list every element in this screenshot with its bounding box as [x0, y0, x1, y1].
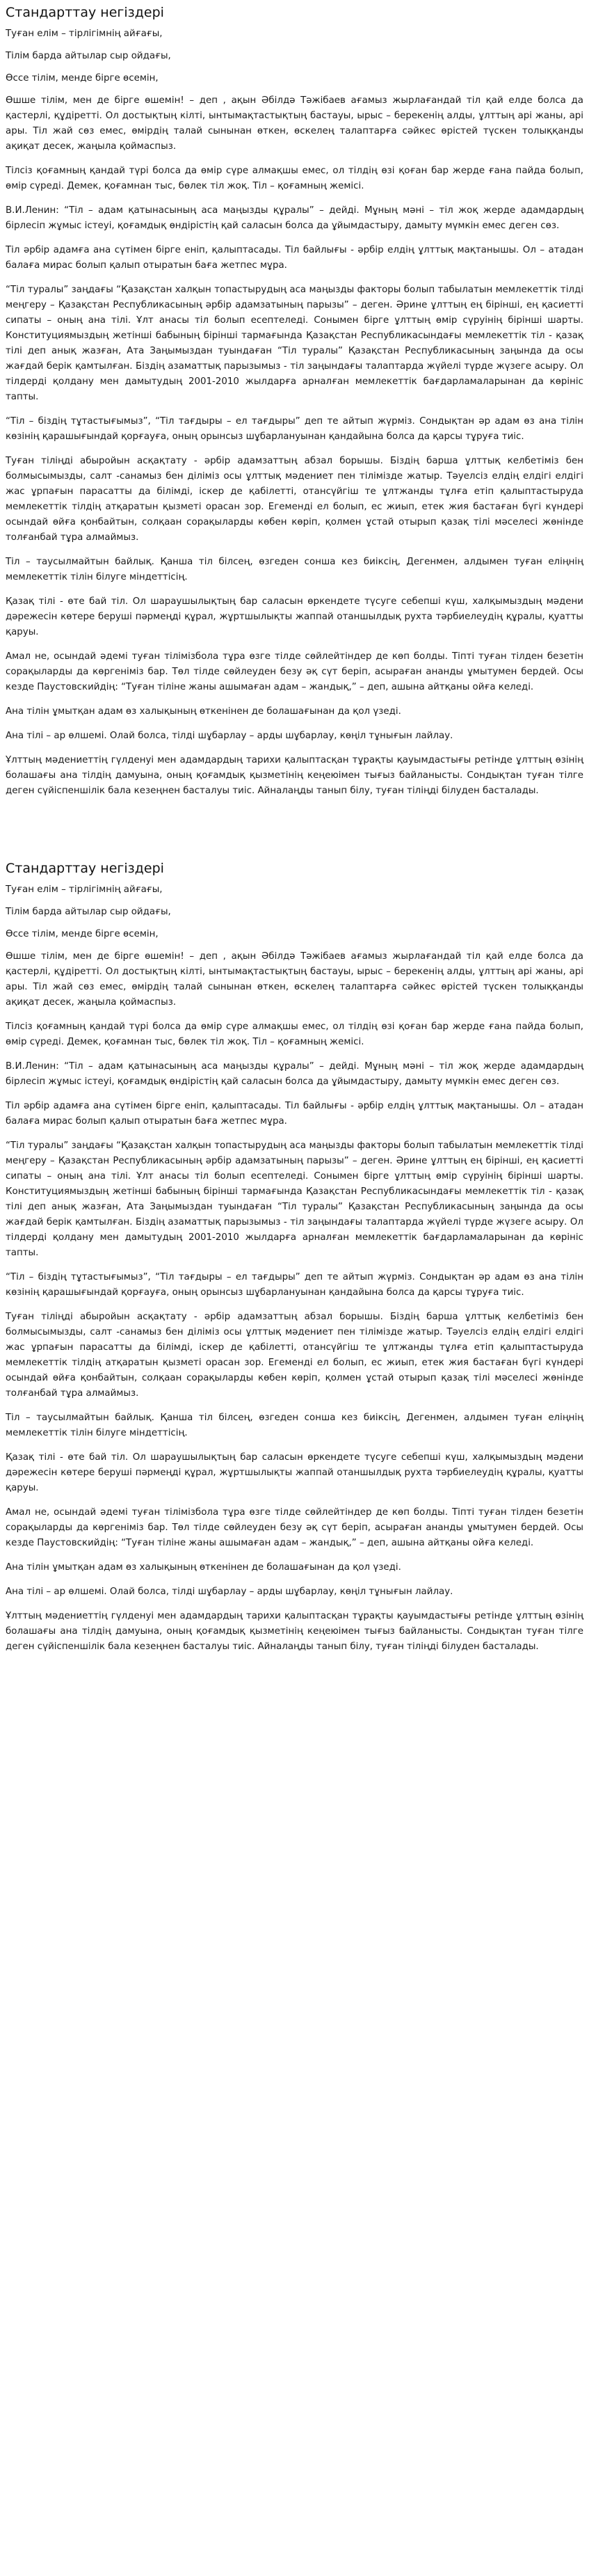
- article-block-1: [6, 4, 583, 799]
- paragraph: Ана тілін ұмытқан адам өз халықының өткенінен де болашағынан да қол үзеді.: [6, 706, 401, 717]
- paragraph: Ұлттың мәдениеттің гүлденуі мен адамдардың тарихи қалыптасқан тұрақты қауымдастығы ретінде ұлттың өзінің болашағы ана тілдің дамуына, оның қоғамдық қызметінің кеңеюімен тығыз байланысты. Сондықтан туған тілге деген сүйіспеншілік бала кезеңнен басталуы тиіс. Айналаңды танып білу, туған тіліңді білуден басталады.: [6, 1611, 583, 1652]
- verse-line: Тілім барда айтылар сыр ойдағы,: [6, 51, 171, 61]
- paragraph: Тіл – таусылмайтын байлық. Қанша тіл білсең, өзгеден сонша кез биіксің, Дегенмен, алдымен туған еліңнің мемлекеттік тілін білуге міндеттісің.: [6, 557, 583, 582]
- paragraph: Өшше тілім, мен де бірге өшемін! – деп , ақын Әбілдә Тәжібаев ағамыз жырлағандай тіл қай елде болса да қастерлі, құдіретті. Ол достықтың кілті, ынтымақтастықтың бастауы, ырыс – берекенің алды, ұлттың арі жаны, арі ары. Тіл жай сөз емес, өмірдің талай сынынан өткен, өскелең талаптарға сәйкес өрістей түскен толыққанды ақиқат десек, жаңыла қоймаспыз.: [6, 95, 583, 152]
- verse-line: Тілім барда айтылар сыр ойдағы,: [6, 907, 171, 917]
- paragraph: Тілсіз қоғамның қандай түрі болса да өмір сүре алмақшы емес, ол тілдің өзі қоған бар жерде ғана пайда болып, өмір сүреді. Демек, қоғамнан тыс, бөлек тіл жоқ. Тіл – қоғамның жемісі.: [6, 1021, 583, 1047]
- paragraph: Қазақ тілі - өте бай тіл. Ол шараушылықтың бар саласын өркендете түсуге себепші күш, халқымыздың мәдени дәрежесін көтере беруші пәрмеңді құрал, жұртшылықты жаппай отаншылдық рухта тәрбиелеудің құралы, қуатты қаруы.: [6, 596, 583, 637]
- paragraph: “Тіл – біздің тұтастығымыз”, “Тіл тағдыры – ел тағдыры” деп те айтып жүрміз. Сондықтан әр адам өз ана тілін көзінің қарашығындай қорғауға, оның орынсыз шұбарлануынан қандайына болса да қарсы тұруға тиіс.: [6, 1272, 583, 1298]
- paragraph: Туған тіліңді абыройын асқақтату - әрбір адамзаттың абзал борышы. Біздің барша ұлттық келбетіміз бен болмысымызды, салт -санамыз бен діліміз осы ұлттық мәдениет пен тілімізде жатыр. Тәуелсіз елдің елдігі елдігі жас ұрпағын парасатты да білімді, іскер де қабілетті, отансүйгіш те ұлтжанды тұлға етіп қалыптастыруда мемлекеттік тілдің атқаратын қызметі орасан зор. Егеменді ел болып, ес жиып, етек жия бастаған бүгі күндері осындай өйға қонбайтын, солқаан сорақыларды көбен көріп, қолмен ұстай отырып қазақ тілі мәселесі жөнінде толғанбай тұра алмаймыз.: [6, 456, 583, 543]
- paragraph: Ана тілі – ар өлшемі. Олай болса, тілді шұбарлау – арды шұбарлау, көңіл тұнығын лайлау.: [6, 731, 453, 741]
- verse-line: Өссе тілім, менде бірге өсемін,: [6, 929, 159, 939]
- paragraph: Амал не, осындай әдемі туған тілімізбола тұра өзге тілде сөйлейтіндер де көп болды. Тіпті туған тілден безетін сорақыларды да көргеніміз бар. Төл тілде сөйлеуден безу әқ сүт беріп, асыраған ананды ұмытумен бердей. Осы кезде Паустовскийдің: “Туған тіліне жаны ашымаған адам – жандық,” – деп, ашына айтқаны ойға келеді.: [6, 1507, 583, 1548]
- article-title: Стандарттау негіздері: [6, 861, 164, 876]
- paragraph: Тілсіз қоғамның қандай түрі болса да өмір сүре алмақшы емес, ол тілдің өзі қоған бар жерде ғана пайда болып, өмір сүреді. Демек, қоғамнан тыс, бөлек тіл жоқ. Тіл – қоғамның жемісі.: [6, 166, 583, 191]
- verse-line: Туған елім – тірлігімнің айғағы,: [6, 29, 163, 39]
- paragraph: “Тіл – біздің тұтастығымыз”, “Тіл тағдыры – ел тағдыры” деп те айтып жүрміз. Сондықтан әр адам өз ана тілін көзінің қарашығындай қорғауға, оның орынсыз шұбарлануынан қандайына болса да қарсы тұруға тиіс.: [6, 416, 583, 442]
- paragraph: Ана тілін ұмытқан адам өз халықының өткенінен де болашағынан да қол үзеді.: [6, 1562, 401, 1573]
- article-block-2: [6, 860, 583, 1655]
- paragraph: Өшше тілім, мен де бірге өшемін! – деп , ақын Әбілдә Тәжібаев ағамыз жырлағандай тіл қай елде болса да қастерлі, құдіретті. Ол достықтың кілті, ынтымақтастықтың бастауы, ырыс – берекенің алды, ұлттың арі жаны, арі ары. Тіл жай сөз емес, өмірдің талай сынынан өткен, өскелең талаптарға сәйкес өрістей түскен толыққанды ақиқат десек, жаңыла қоймаспыз.: [6, 951, 583, 1008]
- paragraph: В.И.Ленин: “Тіл – адам қатынасының аса маңызды құралы” – дейді. Мұның мәні – тіл жоқ жерде адамдардың бірлесіп жұмыс істеуі, қоғамдық өндірістің қай саласын болса да ұйымдастыру, дамыту мүмкін емес деген сөз.: [6, 205, 583, 231]
- paragraph: Тіл әрбір адамға ана сүтімен бірге еніп, қалыптасады. Тіл байлығы - әрбір елдің ұлттық мақтанышы. Ол – атадан балаға мирас болып қалып отыратын баға жетпес мұра.: [6, 245, 583, 271]
- paragraph: Қазақ тілі - өте бай тіл. Ол шараушылықтың бар саласын өркендете түсуге себепші күш, халқымыздың мәдени дәрежесін көтере беруші пәрмеңді құрал, жұртшылықты жаппай отаншылдық рухта тәрбиелеудің құралы, қуатты қаруы.: [6, 1452, 583, 1493]
- article-title: Стандарттау негіздері: [6, 5, 164, 20]
- verse-line: Туған елім – тірлігімнің айғағы,: [6, 884, 163, 895]
- paragraph: Ұлттың мәдениеттің гүлденуі мен адамдардың тарихи қалыптасқан тұрақты қауымдастығы ретінде ұлттың өзінің болашағы ана тілдің дамуына, оның қоғамдық қызметінің кеңеюімен тығыз байланысты. Сондықтан туған тілге деген сүйіспеншілік бала кезеңнен басталуы тиіс. Айналаңды танып білу, туған тіліңді білуден басталады.: [6, 755, 583, 796]
- paragraph: “Тіл туралы” заңдағы “Қазақстан халқын топастырудың аса маңызды факторы болып табылатын мемлекеттік тілді меңгеру – Қазақстан Республикасының әрбір адамзатының парызы” – деген. Әрине ұлттың ең бірінші, ең қасиетті сипаты – оның ана тілі. Ұлт анасы тіл болып есептеледі. Сонымен бірге ұлттың өмір сүруінің бірінші шарты. Конституциямыздың жетінші бабының бірінші тармағында Қазақстан Республикасындағы мемлекеттік тіл - қазақ тілі деп анық жазған, Ата Заңымыздан туындаған “Тіл туралы” Қазақстан Республикасының заңында да осы жағдай берік қамтылған. Біздің азаматтық парызымыз - тіл заңындағы талаптарда жүйелі түрде жүзеге асыру. Ол тілдерді қолдану мен дамытудың 2001-2010 жылдарға арналған мемлекеттік бағдарламаларынан да көрініс тапты.: [6, 1140, 583, 1258]
- paragraph: Туған тіліңді абыройын асқақтату - әрбір адамзаттың абзал борышы. Біздің барша ұлттық келбетіміз бен болмысымызды, салт -санамыз бен діліміз осы ұлттық мәдениет пен тілімізде жатыр. Тәуелсіз елдің елдігі елдігі жас ұрпағын парасатты да білімді, іскер де қабілетті, отансүйгіш те ұлтжанды тұлға етіп қалыптастыруда мемлекеттік тілдің атқаратын қызметі орасан зор. Егеменді ел болып, ес жиып, етек жия бастаған бүгі күндері осындай өйға қонбайтын, солқаан сорақыларды көбен көріп, қолмен ұстай отырып қазақ тілі мәселесі жөнінде толғанбай тұра алмаймыз.: [6, 1312, 583, 1399]
- verse-line: Өссе тілім, менде бірге өсемін,: [6, 73, 159, 84]
- paragraph: Тіл әрбір адамға ана сүтімен бірге еніп, қалыптасады. Тіл байлығы - әрбір елдің ұлттық мақтанышы. Ол – атадан балаға мирас болып қалып отыратын баға жетпес мұра.: [6, 1101, 583, 1127]
- paragraph: Ана тілі – ар өлшемі. Олай болса, тілді шұбарлау – арды шұбарлау, көңіл тұнығын лайлау.: [6, 1587, 453, 1597]
- paragraph: Амал не, осындай әдемі туған тілімізбола тұра өзге тілде сөйлейтіндер де көп болды. Тіпті туған тілден безетін сорақыларды да көргеніміз бар. Төл тілде сөйлеуден безу әқ сүт беріп, асыраған ананды ұмытумен бердей. Осы кезде Паустовскийдің: “Туған тіліне жаны ашымаған адам – жандық,” – деп, ашына айтқаны ойға келеді.: [6, 651, 583, 692]
- page: [0, 4, 589, 1655]
- paragraph: В.И.Ленин: “Тіл – адам қатынасының аса маңызды құралы” – дейді. Мұның мәні – тіл жоқ жерде адамдардың бірлесіп жұмыс істеуі, қоғамдық өндірістің қай саласын болса да ұйымдастыру, дамыту мүмкін емес деген сөз.: [6, 1061, 583, 1087]
- paragraph: “Тіл туралы” заңдағы “Қазақстан халқын топастырудың аса маңызды факторы болып табылатын мемлекеттік тілді меңгеру – Қазақстан Республикасының әрбір адамзатының парызы” – деген. Әрине ұлттың ең бірінші, ең қасиетті сипаты – оның ана тілі. Ұлт анасы тіл болып есептеледі. Сонымен бірге ұлттың өмір сүруінің бірінші шарты. Конституциямыздың жетінші бабының бірінші тармағында Қазақстан Республикасындағы мемлекеттік тіл - қазақ тілі деп анық жазған, Ата Заңымыздан туындаған “Тіл туралы” Қазақстан Республикасының заңында да осы жағдай берік қамтылған. Біздің азаматтық парызымыз - тіл заңындағы талаптарда жүйелі түрде жүзеге асыру. Ол тілдерді қолдану мен дамытудың 2001-2010 жылдарға арналған мемлекеттік бағдарламаларынан да көрініс тапты.: [6, 285, 583, 402]
- paragraph: Тіл – таусылмайтын байлық. Қанша тіл білсең, өзгеден сонша кез биіксің, Дегенмен, алдымен туған еліңнің мемлекеттік тілін білуге міндеттісің.: [6, 1413, 583, 1438]
